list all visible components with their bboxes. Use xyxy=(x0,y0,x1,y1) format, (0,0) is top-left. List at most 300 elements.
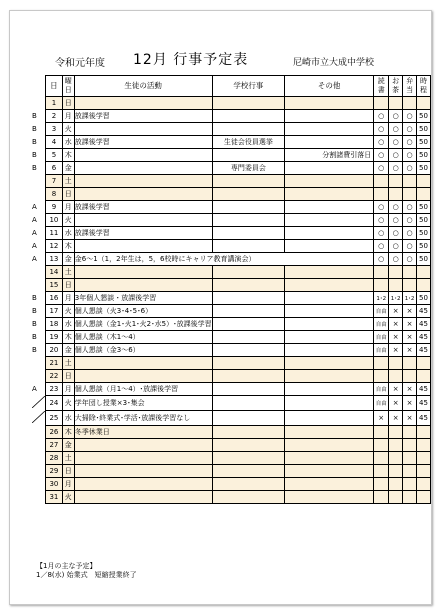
weekday-cell-text: 木 xyxy=(64,151,72,159)
day-cell-text: 19 xyxy=(49,333,59,341)
reading-cell-text: ○ xyxy=(378,112,385,120)
class-cell xyxy=(32,465,46,478)
tea-cell xyxy=(389,344,403,357)
period-cell-text: 45 xyxy=(419,346,428,354)
tea-cell xyxy=(389,123,403,136)
table-row xyxy=(32,266,431,279)
lunch-cell xyxy=(403,357,417,370)
other-cell xyxy=(285,201,374,214)
school-event-cell xyxy=(212,426,285,439)
other-cell xyxy=(285,110,374,123)
period-cell-text: 50 xyxy=(419,164,428,172)
lunch-cell xyxy=(403,411,417,426)
period-cell xyxy=(417,123,431,136)
day-cell-text: 9 xyxy=(51,203,57,211)
day-cell-text: 5 xyxy=(51,151,57,159)
other-cell xyxy=(285,465,374,478)
table-row xyxy=(32,240,431,253)
weekday-cell xyxy=(62,279,74,292)
day-cell xyxy=(46,240,63,253)
reading-cell xyxy=(374,305,389,318)
lunch-cell xyxy=(403,97,417,110)
period-cell xyxy=(417,478,431,491)
reading-cell xyxy=(374,136,389,149)
school-event-cell xyxy=(212,214,285,227)
period-cell xyxy=(417,318,431,331)
lunch-cell xyxy=(403,370,417,383)
weekday-cell xyxy=(62,491,74,504)
table-row xyxy=(32,188,431,201)
period-cell xyxy=(417,491,431,504)
class-cell xyxy=(32,305,46,318)
weekday-cell xyxy=(62,201,74,214)
other-cell-text xyxy=(371,359,373,367)
tea-cell xyxy=(389,396,403,411)
tea-cell xyxy=(389,478,403,491)
period-cell-text: 50 xyxy=(419,138,428,146)
activity-cell-text: 放課後学習 xyxy=(74,138,110,146)
other-cell-text xyxy=(371,268,373,276)
weekday-cell-text: 火 xyxy=(64,307,72,315)
day-cell-text: 30 xyxy=(49,480,59,488)
tea-cell xyxy=(389,357,403,370)
col-header-day: 日 xyxy=(46,76,63,97)
reading-cell-text: 1･2 xyxy=(376,295,387,302)
day-cell xyxy=(46,411,63,426)
weekday-cell-text: 火 xyxy=(64,216,72,224)
col-header-reading: 読書 xyxy=(374,76,389,97)
weekday-cell xyxy=(62,253,74,266)
table-row xyxy=(32,123,431,136)
day-cell xyxy=(46,110,63,123)
table-row xyxy=(32,214,431,227)
activity-cell-text: 冬季休業日 xyxy=(74,428,110,436)
class-cell-text: A xyxy=(32,242,37,250)
day-cell-text: 2 xyxy=(51,112,57,120)
other-cell-text: 分割諸費引落日 xyxy=(322,151,372,159)
other-cell-text xyxy=(371,385,373,393)
lunch-cell xyxy=(403,162,417,175)
table-row xyxy=(32,175,431,188)
reading-cell-text: 自由 xyxy=(375,334,387,341)
day-cell-text: 4 xyxy=(51,138,57,146)
weekday-cell-text: 水 xyxy=(64,320,72,328)
day-cell xyxy=(46,214,63,227)
weekday-cell xyxy=(62,266,74,279)
tea-cell xyxy=(389,411,403,426)
footer-line: 1／8(水) 始業式 短縮授業終了 xyxy=(36,571,137,579)
other-cell-text xyxy=(371,216,373,224)
class-cell-text: B xyxy=(32,164,37,172)
school-event-cell xyxy=(212,318,285,331)
activity-cell-text: 3年個人懇談・放課後学習 xyxy=(74,294,157,302)
col-header-other: その他 xyxy=(285,76,374,97)
reading-cell-text: ○ xyxy=(378,255,385,263)
class-cell xyxy=(32,266,46,279)
school-event-cell xyxy=(212,370,285,383)
other-cell-text xyxy=(371,454,373,462)
period-cell xyxy=(417,175,431,188)
weekday-cell-text: 土 xyxy=(64,454,72,462)
other-cell xyxy=(285,266,374,279)
reading-cell xyxy=(374,188,389,201)
weekday-cell xyxy=(62,240,74,253)
period-cell xyxy=(417,292,431,305)
day-cell xyxy=(46,292,63,305)
period-cell xyxy=(417,201,431,214)
tea-cell-text: ○ xyxy=(392,216,399,224)
activity-cell-text: 放課後学習 xyxy=(74,203,110,211)
other-cell xyxy=(285,175,374,188)
weekday-cell-text: 金 xyxy=(64,164,72,172)
tea-cell xyxy=(389,110,403,123)
tea-cell xyxy=(389,318,403,331)
day-cell-text: 28 xyxy=(49,454,59,462)
reading-cell xyxy=(374,491,389,504)
day-cell xyxy=(46,370,63,383)
table-row xyxy=(32,305,431,318)
day-cell-text: 10 xyxy=(49,216,59,224)
class-cell xyxy=(32,253,46,266)
school-event-cell xyxy=(212,188,285,201)
other-cell xyxy=(285,97,374,110)
weekday-cell-text: 月 xyxy=(64,203,72,211)
table-row xyxy=(32,478,431,491)
tea-cell xyxy=(389,452,403,465)
day-cell-text: 25 xyxy=(49,414,59,422)
lunch-cell xyxy=(403,439,417,452)
other-cell xyxy=(285,411,374,426)
lunch-cell-text: ○ xyxy=(406,216,413,224)
day-cell-text: 1 xyxy=(51,99,57,107)
class-cell xyxy=(32,227,46,240)
class-cell xyxy=(32,175,46,188)
table-row xyxy=(32,97,431,110)
period-cell-text: 45 xyxy=(419,385,428,393)
other-cell-text xyxy=(371,138,373,146)
period-cell-text: 45 xyxy=(419,399,428,407)
col-header-class xyxy=(32,76,46,97)
other-cell-text xyxy=(371,333,373,341)
tea-cell-text: × xyxy=(392,414,399,422)
activity-cell xyxy=(74,357,212,370)
weekday-cell xyxy=(62,97,74,110)
lunch-cell xyxy=(403,136,417,149)
activity-cell xyxy=(74,292,212,305)
table-row xyxy=(32,110,431,123)
period-cell xyxy=(417,426,431,439)
activity-cell xyxy=(74,175,212,188)
activity-cell xyxy=(74,253,374,266)
tea-cell-text: ○ xyxy=(392,112,399,120)
lunch-cell xyxy=(403,331,417,344)
weekday-cell xyxy=(62,331,74,344)
day-cell xyxy=(46,279,63,292)
class-cell xyxy=(32,331,46,344)
activity-cell xyxy=(74,491,212,504)
table-row xyxy=(32,331,431,344)
day-cell-text: 11 xyxy=(49,229,59,237)
weekday-cell-text: 木 xyxy=(64,428,72,436)
table-row xyxy=(32,162,431,175)
activity-cell xyxy=(74,465,212,478)
footer-notes xyxy=(36,562,137,580)
table-row xyxy=(32,253,431,266)
other-cell xyxy=(285,396,374,411)
day-cell xyxy=(46,97,63,110)
activity-cell-text: 大掃除･終業式･学活･放課後学習なし xyxy=(74,414,191,422)
day-cell-text: 21 xyxy=(49,359,59,367)
class-cell xyxy=(32,491,46,504)
reading-cell-text: ○ xyxy=(378,242,385,250)
period-cell xyxy=(417,411,431,426)
other-cell-text xyxy=(371,372,373,380)
activity-cell xyxy=(74,266,212,279)
reading-cell xyxy=(374,149,389,162)
tea-cell-text: ○ xyxy=(392,138,399,146)
other-cell-text xyxy=(371,346,373,354)
other-cell-text xyxy=(371,242,373,250)
weekday-cell xyxy=(62,411,74,426)
period-cell-text: 50 xyxy=(419,229,428,237)
weekday-cell-text: 木 xyxy=(64,242,72,250)
tea-cell xyxy=(389,97,403,110)
other-cell xyxy=(285,240,374,253)
lunch-cell xyxy=(403,396,417,411)
period-cell xyxy=(417,370,431,383)
period-cell xyxy=(417,279,431,292)
class-cell xyxy=(32,370,46,383)
weekday-cell xyxy=(62,370,74,383)
lunch-cell-text: × xyxy=(406,385,413,393)
school-event-cell xyxy=(212,201,285,214)
other-cell-text xyxy=(371,480,373,488)
other-cell xyxy=(285,383,374,396)
other-cell xyxy=(285,123,374,136)
day-cell-text: 3 xyxy=(51,125,57,133)
table-row xyxy=(32,318,431,331)
other-cell-text xyxy=(371,190,373,198)
day-cell-text: 8 xyxy=(51,190,57,198)
class-cell xyxy=(32,383,46,396)
activity-cell xyxy=(74,478,212,491)
class-cell-text: A xyxy=(32,229,37,237)
period-cell-text: 50 xyxy=(419,112,428,120)
weekday-cell xyxy=(62,478,74,491)
weekday-cell-text: 火 xyxy=(64,399,72,407)
lunch-cell xyxy=(403,305,417,318)
weekday-cell xyxy=(62,123,74,136)
day-cell-text: 26 xyxy=(49,428,59,436)
tea-cell xyxy=(389,383,403,396)
day-cell-text: 24 xyxy=(49,399,59,407)
weekday-cell-text: 水 xyxy=(64,229,72,237)
table-row xyxy=(32,426,431,439)
other-cell xyxy=(285,439,374,452)
class-cell-text: B xyxy=(32,138,37,146)
table-row xyxy=(32,344,431,357)
other-cell-text xyxy=(371,441,373,449)
other-cell-text xyxy=(371,493,373,501)
school-event-cell xyxy=(212,123,285,136)
other-cell xyxy=(285,318,374,331)
school-event-cell xyxy=(212,357,285,370)
activity-cell-text: 学年団し授業×3･集会 xyxy=(74,399,145,407)
weekday-cell-text: 火 xyxy=(64,125,72,133)
period-cell xyxy=(417,266,431,279)
class-cell-text: B xyxy=(32,346,37,354)
activity-cell-text: 個人懇談（火3･4･5･6） xyxy=(74,307,153,315)
reading-cell xyxy=(374,253,389,266)
weekday-cell xyxy=(62,426,74,439)
class-cell xyxy=(32,318,46,331)
lunch-cell-text: ○ xyxy=(406,138,413,146)
weekday-cell xyxy=(62,149,74,162)
activity-cell xyxy=(74,411,212,426)
lunch-cell xyxy=(403,426,417,439)
class-cell xyxy=(32,452,46,465)
school-event-cell xyxy=(212,149,285,162)
other-cell-text xyxy=(371,177,373,185)
weekday-cell xyxy=(62,305,74,318)
tea-cell xyxy=(389,465,403,478)
activity-cell-text: 個人懇談（月1～4）･放課後学習 xyxy=(74,385,179,393)
class-cell xyxy=(32,149,46,162)
lunch-cell-text: ○ xyxy=(406,242,413,250)
weekday-cell-text: 土 xyxy=(64,359,72,367)
period-cell xyxy=(417,253,431,266)
day-cell-text: 18 xyxy=(49,320,59,328)
day-cell xyxy=(46,149,63,162)
period-cell xyxy=(417,136,431,149)
other-cell xyxy=(285,344,374,357)
day-cell xyxy=(46,201,63,214)
activity-cell-text: 個人懇談（金1･火1･火2･水5）･放課後学習 xyxy=(74,320,212,328)
lunch-cell xyxy=(403,214,417,227)
weekday-cell-text: 金 xyxy=(64,441,72,449)
other-cell-text xyxy=(371,229,373,237)
weekday-cell xyxy=(62,214,74,227)
day-cell xyxy=(46,344,63,357)
tea-cell-text: × xyxy=(392,307,399,315)
school-event-cell-text: 専門委員会 xyxy=(230,164,266,172)
activity-cell xyxy=(74,370,212,383)
day-cell-text: 20 xyxy=(49,346,59,354)
reading-cell-text: ○ xyxy=(378,229,385,237)
school-event-cell xyxy=(212,478,285,491)
lunch-cell-text: ○ xyxy=(406,112,413,120)
activity-cell xyxy=(74,396,212,411)
activity-cell xyxy=(74,227,212,240)
day-cell xyxy=(46,266,63,279)
school-event-cell xyxy=(212,110,285,123)
day-cell xyxy=(46,136,63,149)
table-row xyxy=(32,439,431,452)
other-cell xyxy=(285,149,374,162)
period-cell xyxy=(417,344,431,357)
class-cell-text: B xyxy=(32,151,37,159)
class-cell xyxy=(32,240,46,253)
school-event-cell xyxy=(212,97,285,110)
weekday-cell xyxy=(62,439,74,452)
tea-cell-text: × xyxy=(392,346,399,354)
table-row xyxy=(32,136,431,149)
lunch-cell-text: × xyxy=(406,399,413,407)
lunch-cell xyxy=(403,110,417,123)
tea-cell-text: × xyxy=(392,333,399,341)
weekday-cell-text: 火 xyxy=(64,493,72,501)
day-cell xyxy=(46,318,63,331)
activity-cell xyxy=(74,452,212,465)
weekday-cell xyxy=(62,188,74,201)
weekday-cell xyxy=(62,396,74,411)
day-cell xyxy=(46,305,63,318)
class-cell-text: A xyxy=(32,203,37,211)
reading-cell xyxy=(374,318,389,331)
weekday-cell-text: 日 xyxy=(64,281,72,289)
class-cell xyxy=(32,162,46,175)
other-cell xyxy=(285,227,374,240)
lunch-cell xyxy=(403,279,417,292)
weekday-cell xyxy=(62,175,74,188)
activity-cell xyxy=(74,240,212,253)
school-event-cell xyxy=(212,331,285,344)
lunch-cell-text: ○ xyxy=(406,125,413,133)
school-event-cell xyxy=(212,383,285,396)
weekday-cell xyxy=(62,162,74,175)
col-header-school-event: 学校行事 xyxy=(212,76,285,97)
activity-cell xyxy=(74,123,212,136)
school-event-cell xyxy=(212,344,285,357)
period-cell xyxy=(417,383,431,396)
day-cell xyxy=(46,383,63,396)
school-event-cell xyxy=(212,136,285,149)
period-cell xyxy=(417,149,431,162)
activity-cell xyxy=(74,439,212,452)
day-cell xyxy=(46,175,63,188)
activity-cell xyxy=(74,136,212,149)
other-cell-text xyxy=(371,307,373,315)
reading-cell xyxy=(374,426,389,439)
class-cell xyxy=(32,188,46,201)
reading-cell-text: ○ xyxy=(378,164,385,172)
table-row xyxy=(32,491,431,504)
activity-cell xyxy=(74,279,212,292)
class-cell-text: B xyxy=(32,112,37,120)
other-cell-text xyxy=(371,399,373,407)
activity-cell xyxy=(74,331,212,344)
period-cell xyxy=(417,110,431,123)
reading-cell xyxy=(374,331,389,344)
day-cell-text: 16 xyxy=(49,294,59,302)
class-cell xyxy=(32,97,46,110)
tea-cell-text: 1･2 xyxy=(390,295,401,302)
lunch-cell xyxy=(403,292,417,305)
school-event-cell xyxy=(212,266,285,279)
tea-cell-text: ○ xyxy=(392,255,399,263)
school-event-cell xyxy=(212,292,285,305)
school-event-cell xyxy=(212,439,285,452)
reading-cell-text: 自由 xyxy=(375,308,387,315)
col-header-lunch: 弁当 xyxy=(403,76,417,97)
weekday-cell-text: 土 xyxy=(64,268,72,276)
activity-cell xyxy=(74,383,212,396)
day-cell-text: 23 xyxy=(49,385,59,393)
other-cell-text xyxy=(371,467,373,475)
weekday-cell xyxy=(62,357,74,370)
other-cell-text xyxy=(371,428,373,436)
activity-cell xyxy=(74,149,212,162)
